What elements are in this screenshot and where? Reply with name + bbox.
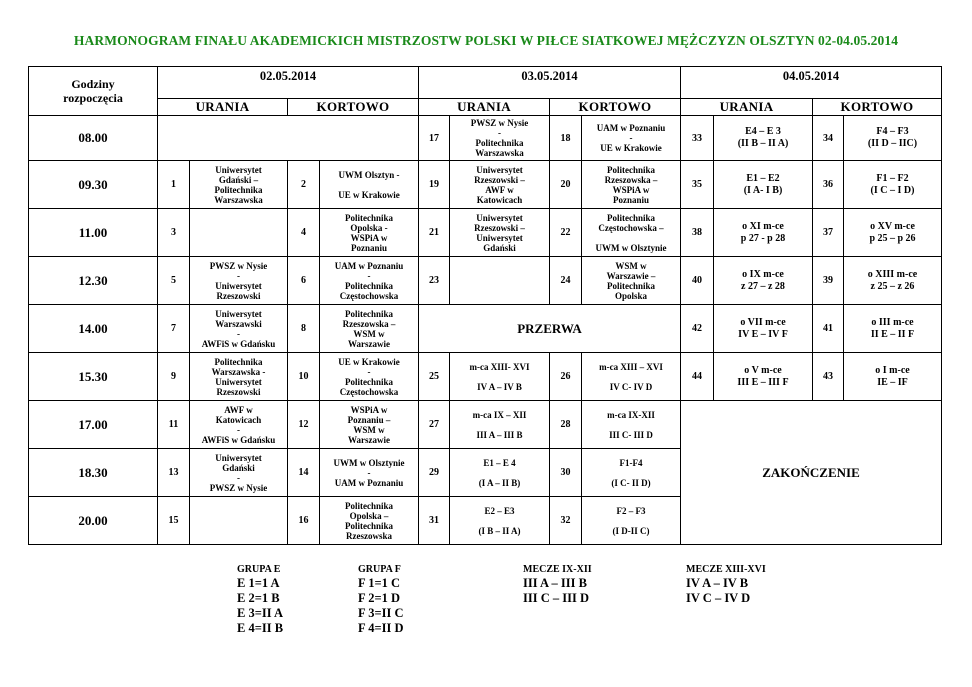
match-number: 21 (419, 209, 450, 257)
match-number: 42 (681, 305, 714, 353)
legend-entry: IV C – IV D (686, 591, 751, 605)
legend-entry: E 1=1 A (237, 576, 280, 590)
match-teams: Politechnika Opolska – Politechnika Rzeszowska (320, 497, 419, 545)
match-teams (450, 257, 550, 305)
match-number: 9 (158, 353, 190, 401)
match-teams: Politechnika Opolska - WSPiA w Poznaniu (320, 209, 419, 257)
match-teams: E2 – E3 (I B – II A) (450, 497, 550, 545)
match-number: 10 (288, 353, 320, 401)
time-slot-row (29, 161, 942, 209)
match-teams: UAM w Poznaniu - UE w Krakowie (582, 116, 681, 161)
match-number: 39 (813, 257, 844, 305)
match-teams: o I m-ce IE – IF (844, 353, 942, 401)
match-teams: E1 – E 4 (I A – II B) (450, 449, 550, 497)
venue-header: URANIA (681, 99, 813, 116)
legend-entry: IV A – IV B (686, 576, 749, 590)
match-number: 5 (158, 257, 190, 305)
match-teams: m-ca IX-XII III C- III D (582, 401, 681, 449)
legend-group (237, 563, 283, 636)
match-teams: Uniwersytet Gdański - PWSZ w Nysie (190, 449, 288, 497)
match-number: 37 (813, 209, 844, 257)
match-teams (190, 209, 288, 257)
match-number: 25 (419, 353, 450, 401)
match-number: 43 (813, 353, 844, 401)
match-number: 20 (550, 161, 582, 209)
legend-group (686, 563, 766, 606)
legend-entry: F 3=II C (358, 606, 404, 620)
match-teams: Uniwersytet Rzeszowski – AWF w Katowicach (450, 161, 550, 209)
match-number: 3 (158, 209, 190, 257)
match-number: 28 (550, 401, 582, 449)
legend-group-title: MECZE XIII-XVI (686, 564, 766, 575)
match-number: 27 (419, 401, 450, 449)
start-time: 08.00 (29, 116, 158, 161)
legend-group (358, 563, 404, 636)
page-title: HARMONOGRAM FINAŁU AKADEMICKICH MISTRZOSTW POLSKI W PIŁCE SIATKOWEJ MĘŻCZYZN OLSZTYN 02-04.05.2014 (73, 33, 899, 48)
match-number: 8 (288, 305, 320, 353)
match-teams: o III m-ce II E – II F (844, 305, 942, 353)
closing-cell: ZAKOŃCZENIE (681, 401, 942, 545)
match-teams: PWSZ w Nysie - Uniwersytet Rzeszowski (190, 257, 288, 305)
hours-header: Godziny rozpoczęcia (29, 67, 158, 116)
time-slot-row (29, 401, 942, 449)
match-teams: Politechnika Rzeszowska – WSPiA w Poznaniu (582, 161, 681, 209)
start-time: 11.00 (29, 209, 158, 257)
match-teams: m-ca XIII- XVI IV A – IV B (450, 353, 550, 401)
legend-entry: III C – III D (523, 591, 589, 605)
match-teams: Uniwersytet Gdański – Politechnika Warszawska (190, 161, 288, 209)
break-cell: PRZERWA (419, 305, 681, 353)
match-teams: WSM w Warszawie – Politechnika Opolska (582, 257, 681, 305)
match-number: 11 (158, 401, 190, 449)
match-teams: o XI m-ce p 27 - p 28 (714, 209, 813, 257)
match-teams: Politechnika Częstochowska – UWM w Olsztynie (582, 209, 681, 257)
match-teams: UAM w Poznaniu - Politechnika Częstochowska (320, 257, 419, 305)
match-teams (190, 497, 288, 545)
match-teams: F1-F4 (I C- II D) (582, 449, 681, 497)
match-number: 34 (813, 116, 844, 161)
legend-group (523, 563, 592, 606)
date-header: 04.05.2014 (681, 67, 942, 99)
match-teams: WSPiA w Poznaniu – WSM w Warszawie (320, 401, 419, 449)
legend-entry: E 3=II A (237, 606, 284, 620)
venue-header: KORTOWO (288, 99, 419, 116)
legend-entry: F 2=1 D (358, 591, 401, 605)
legend-entry: E 4=II B (237, 621, 284, 635)
match-teams: Politechnika Rzeszowska – WSM w Warszawie (320, 305, 419, 353)
match-teams: UWM Olsztyn - UE w Krakowie (320, 161, 419, 209)
match-number: 33 (681, 116, 714, 161)
match-teams: Uniwersytet Rzeszowski – Uniwersytet Gdański (450, 209, 550, 257)
match-teams: F4 – F3 (II D – IIC) (844, 116, 942, 161)
match-number: 36 (813, 161, 844, 209)
legend-entry: E 2=1 B (237, 591, 280, 605)
match-number: 1 (158, 161, 190, 209)
match-number: 23 (419, 257, 450, 305)
match-number: 26 (550, 353, 582, 401)
start-time: 15.30 (29, 353, 158, 401)
schedule-table (28, 66, 942, 545)
match-teams: F2 – F3 (I D-II C) (582, 497, 681, 545)
match-number: 17 (419, 116, 450, 161)
match-teams: E1 – E2 (I A- I B) (714, 161, 813, 209)
match-number: 32 (550, 497, 582, 545)
start-time: 09.30 (29, 161, 158, 209)
match-number: 24 (550, 257, 582, 305)
match-teams: o XV m-ce p 25 – p 26 (844, 209, 942, 257)
date-header: 03.05.2014 (419, 67, 681, 99)
venue-header: KORTOWO (813, 99, 942, 116)
match-number: 41 (813, 305, 844, 353)
match-number: 12 (288, 401, 320, 449)
time-slot-row (29, 116, 942, 161)
match-teams: AWF w Katowicach - AWFiS w Gdańsku (190, 401, 288, 449)
match-number: 16 (288, 497, 320, 545)
venue-header: URANIA (419, 99, 550, 116)
match-number: 14 (288, 449, 320, 497)
match-teams: m-ca XIII – XVI IV C- IV D (582, 353, 681, 401)
start-time: 12.30 (29, 257, 158, 305)
legend-entry: III A – III B (523, 576, 587, 590)
match-number: 15 (158, 497, 190, 545)
header-dates-row (29, 67, 942, 99)
match-number: 18 (550, 116, 582, 161)
match-teams: Politechnika Warszawska - Uniwersytet Rzeszowski (190, 353, 288, 401)
time-slot-row (29, 353, 942, 401)
match-number: 13 (158, 449, 190, 497)
venue-header: KORTOWO (550, 99, 681, 116)
match-number: 2 (288, 161, 320, 209)
match-number: 29 (419, 449, 450, 497)
match-teams: m-ca IX – XII III A – III B (450, 401, 550, 449)
venue-header: URANIA (158, 99, 288, 116)
match-teams: o V m-ce III E – III F (714, 353, 813, 401)
match-teams: o VII m-ce IV E – IV F (714, 305, 813, 353)
match-number: 7 (158, 305, 190, 353)
legend-group-title: MECZE IX-XII (523, 564, 592, 575)
match-number: 22 (550, 209, 582, 257)
start-time: 20.00 (29, 497, 158, 545)
match-teams: o IX m-ce z 27 – z 28 (714, 257, 813, 305)
match-number: 35 (681, 161, 714, 209)
match-number: 30 (550, 449, 582, 497)
start-time: 17.00 (29, 401, 158, 449)
legend-group-title: GRUPA F (358, 564, 401, 575)
match-teams: F1 – F2 (I C – I D) (844, 161, 942, 209)
match-number: 44 (681, 353, 714, 401)
match-teams: E4 – E 3 (II B – II A) (714, 116, 813, 161)
match-teams: Uniwersytet Warszawski - AWFiS w Gdańsku (190, 305, 288, 353)
legend-entry: F 1=1 C (358, 576, 401, 590)
empty-cell (158, 116, 419, 161)
match-number: 6 (288, 257, 320, 305)
match-teams: PWSZ w Nysie - Politechnika Warszawska (450, 116, 550, 161)
match-number: 19 (419, 161, 450, 209)
date-header: 02.05.2014 (158, 67, 419, 99)
match-teams: o XIII m-ce z 25 – z 26 (844, 257, 942, 305)
time-slot-row (29, 305, 942, 353)
header-venues-row (29, 99, 942, 116)
match-number: 4 (288, 209, 320, 257)
match-number: 31 (419, 497, 450, 545)
legend-group-title: GRUPA E (237, 564, 281, 575)
match-teams: UWM w Olsztynie - UAM w Poznaniu (320, 449, 419, 497)
time-slot-row (29, 209, 942, 257)
match-teams: UE w Krakowie - Politechnika Częstochowska (320, 353, 419, 401)
legend-entry: F 4=II D (358, 621, 404, 635)
start-time: 18.30 (29, 449, 158, 497)
time-slot-row (29, 257, 942, 305)
match-number: 40 (681, 257, 714, 305)
start-time: 14.00 (29, 305, 158, 353)
match-number: 38 (681, 209, 714, 257)
